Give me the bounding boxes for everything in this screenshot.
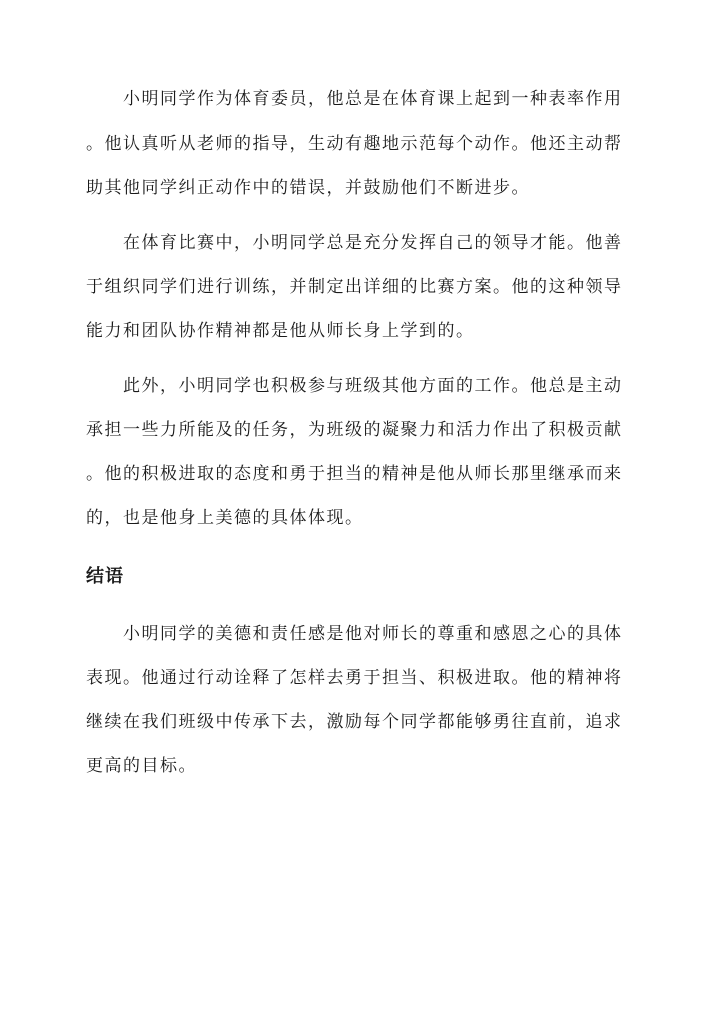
paragraph-3-line-3: 。他的积极进取的态度和勇于担当的精神是他从师长那里继承而来 xyxy=(86,464,623,484)
conclusion-line-2: 表现。他通过行动诠释了怎样去勇于担当、积极进取。他的精神将 xyxy=(86,668,623,688)
paragraph-3-line-4: 的，也是他身上美德的具体体现。 xyxy=(86,508,364,528)
conclusion-line-4: 更高的目标。 xyxy=(86,756,197,776)
paragraph-2-line-3: 能力和团队协作精神都是他从师长身上学到的。 xyxy=(86,321,475,341)
paragraph-3-line-1: 此外，小明同学也积极参与班级其他方面的工作。他总是主动 xyxy=(123,376,623,396)
paragraph-1-line-3: 助其他同学纠正动作中的错误，并鼓励他们不断进步。 xyxy=(86,178,530,198)
paragraph-2-line-2: 于组织同学们进行训练，并制定出详细的比赛方案。他的这种领导 xyxy=(86,277,623,297)
paragraph-3-line-2: 承担一些力所能及的任务，为班级的凝聚力和活力作出了积极贡献 xyxy=(86,420,623,440)
paragraph-1-line-1: 小明同学作为体育委员，他总是在体育课上起到一种表率作用 xyxy=(123,89,623,109)
conclusion-line-1: 小明同学的美德和责任感是他对师长的尊重和感恩之心的具体 xyxy=(123,624,623,644)
conclusion-line-3: 继续在我们班级中传承下去，激励每个同学都能够勇往直前，追求 xyxy=(86,712,623,732)
section-heading: 结语 xyxy=(86,566,124,587)
paragraph-1-line-2: 。他认真听从老师的指导，生动有趣地示范每个动作。他还主动帮 xyxy=(86,134,623,154)
paragraph-2-line-1: 在体育比赛中，小明同学总是充分发挥自己的领导才能。他善 xyxy=(123,233,623,253)
